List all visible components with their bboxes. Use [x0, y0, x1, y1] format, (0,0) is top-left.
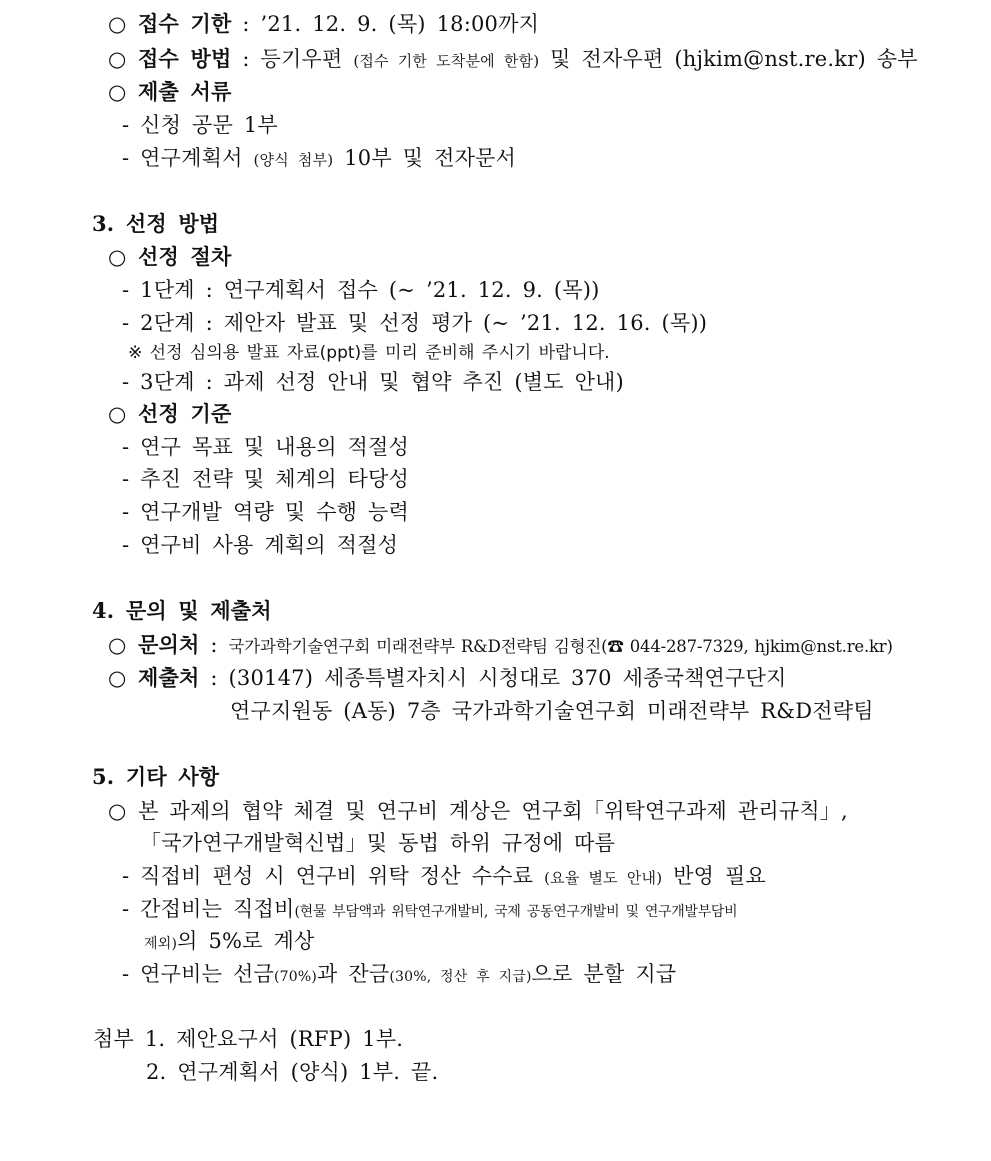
deadline-line: ○ 접수 기한 : ’21. 12. 9. (목) 18:00까지 [108, 11, 540, 36]
criteria-item: - 추진 전략 및 체계의 타당성 [122, 467, 410, 491]
procedure-label-line [108, 243, 231, 271]
circle-bullet-icon: ○ [108, 798, 127, 823]
criteria-item: - 연구 목표 및 내용의 적절성 [122, 435, 410, 459]
procedure-note: ※ 선정 심의용 발표 자료(ppt)를 미리 준비해 주시기 바랍니다. [128, 343, 610, 363]
doc-item: - 연구계획서 (양식 첨부) 10부 및 전자문서 [122, 146, 517, 170]
section-3-heading: 3. 선정 방법 [92, 211, 220, 236]
submit-address-1: (30147) 세종특별자치시 시청대로 370 세종국책연구단지 [228, 666, 787, 690]
criteria-item: - 연구개발 역량 및 수행 능력 [122, 500, 410, 524]
method-line: ○ 접수 방법 : 등기우편 (접수 기한 도착분에 한함) 및 전자우편 (hjkim@nst.re.kr) 송부 [108, 46, 918, 71]
attachment-label: 첨부 [93, 1027, 134, 1051]
submit-line: ○ 제출처 : (30147) 세종특별자치시 시청대로 370 세종국책연구단지 [108, 665, 787, 690]
inquiry-line: ○ 문의처 : 국가과학기술연구회 미래전략부 R&D전략팀 김형진(☎ 044-287-7329, hjkim@nst.re.kr) [108, 632, 893, 657]
docs-label-line [108, 78, 231, 106]
criteria-item: - 연구비 사용 계획의 적절성 [122, 533, 399, 557]
misc-item: - 간접비는 직접비(현물 부담액과 위탁연구개발비, 국제 공동연구개발비 및 연구개발부담비 [122, 897, 738, 921]
inquiry-value: 국가과학기술연구회 미래전략부 R&D전략팀 김형진(☎ 044-287-7329, hjkim@nst.re.kr) [228, 637, 893, 656]
circle-bullet-icon: ○ [108, 46, 127, 71]
criteria-label-line [108, 400, 231, 428]
deadline-value: ’21. 12. 9. (목) 18:00까지 [260, 12, 540, 36]
misc-item: - 직접비 편성 시 연구비 위탁 정산 수수료 (요율 별도 안내) 반영 필요 [122, 864, 766, 888]
submit-label: 제출처 [138, 665, 200, 690]
circle-bullet-icon: ○ [108, 11, 127, 36]
misc-paragraph: ○ 본 과제의 협약 체결 및 연구비 계상은 연구회「위탁연구과제 관리규칙」, [108, 798, 848, 823]
circle-bullet-icon: ○ [108, 665, 127, 690]
inquiry-label: 문의처 [138, 632, 200, 657]
procedure-step: - 1단계 : 연구계획서 접수 (~ ’21. 12. 9. (목)) [122, 278, 600, 302]
section-4-heading: 4. 문의 및 제출처 [92, 598, 272, 623]
attachment-line [93, 1025, 403, 1053]
procedure-label: 선정 절차 [138, 244, 232, 269]
attachment-item: 1. 제안요구서 (RFP) 1부. [144, 1027, 404, 1051]
circle-bullet-icon: ○ [108, 244, 127, 269]
procedure-step: - 3단계 : 과제 선정 안내 및 협약 추진 (별도 안내) [122, 370, 624, 394]
circle-bullet-icon: ○ [108, 401, 127, 426]
circle-bullet-icon: ○ [108, 632, 127, 657]
circle-bullet-icon: ○ [108, 79, 127, 104]
deadline-label: 접수 기한 [138, 11, 232, 36]
procedure-step: - 2단계 : 제안자 발표 및 선정 평가 (~ ’21. 12. 16. (목)) [122, 311, 708, 335]
misc-item: - 연구비는 선금(70%)과 잔금(30%, 정산 후 지급)으로 분할 지급 [122, 962, 677, 986]
submit-address-2: 연구지원동 (A동) 7층 국가과학기술연구회 미래전략부 R&D전략팀 [230, 699, 874, 723]
method-label: 접수 방법 [138, 46, 232, 71]
misc-item-cont: 제외)의 5%로 계상 [144, 929, 315, 953]
criteria-label: 선정 기준 [138, 401, 232, 426]
section-5-heading: 5. 기타 사항 [92, 764, 220, 789]
doc-item: - 신청 공문 1부 [122, 113, 278, 137]
attachment-item: 2. 연구계획서 (양식) 1부. 끝. [146, 1060, 439, 1084]
misc-paragraph-cont: 「국가연구개발혁신법」및 동법 하위 규정에 따름 [140, 831, 616, 855]
docs-label: 제출 서류 [138, 79, 232, 104]
